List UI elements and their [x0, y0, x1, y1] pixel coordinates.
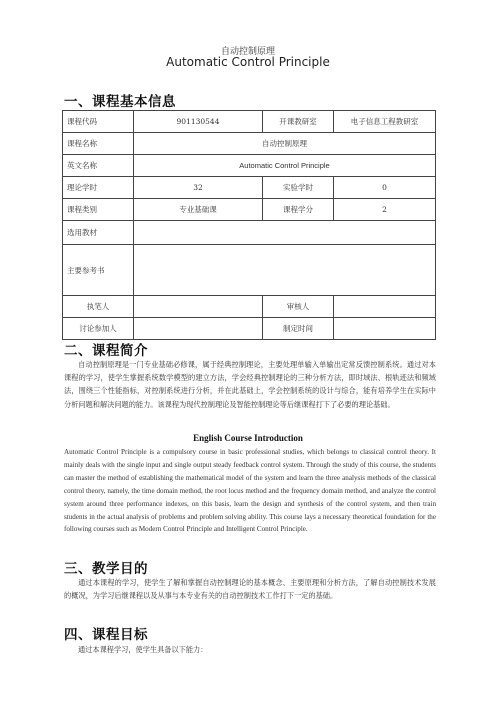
goals-intro-text: 通过本课程学习，使学生具备以下能力： — [78, 645, 208, 654]
references-value — [134, 245, 436, 296]
table-row — [63, 133, 436, 155]
category-label: 课程类别 — [63, 199, 134, 221]
course-name-value: 自动控制原理 — [134, 133, 436, 155]
course-info-table — [62, 110, 436, 340]
intro-paragraph-en — [64, 446, 436, 536]
intro-text-cn: 自动控制原理是一门专业基础必修课，属于经典控制理论，主要处理单输入单输出定常反馈控制系统。通过对本课程的学习，使学生掌握系统数学模型的建立方法，学会经典控制理论的三种分析方法，即时域法、根轨迹法和频域法，围绕三个性能指标，对控制系统进行分析，并在此基础上，学会控制系统的设计与综合，能有培养学生在实际中分析问题和解决问题的能力。该课程为现代控制理论及智能控制理论等后继课程打下了必要的理论基础。 — [64, 360, 436, 409]
table-row — [63, 177, 436, 199]
dept-label: 开课教研室 — [263, 111, 334, 133]
table-row — [63, 155, 436, 177]
intro-paragraph-cn — [64, 358, 436, 411]
english-name-label: 英文名称 — [63, 155, 134, 177]
course-code-value: 901130544 — [134, 111, 263, 133]
doc-title-cn: 自动控制原理 — [220, 47, 275, 57]
section-heading-basic-info: 一、课程基本信息 — [64, 94, 176, 110]
theory-hours-label: 理论学时 — [63, 177, 134, 199]
table-row — [63, 296, 436, 318]
references-label: 主要参考书 — [63, 245, 134, 296]
credits-label: 课程学分 — [263, 199, 334, 221]
table-row — [63, 245, 436, 296]
theory-hours-value: 32 — [134, 177, 263, 199]
lab-hours-value: 0 — [334, 177, 436, 199]
intro-text-en: Automatic Control Principle is a compulsory course in basic professional studies, which belongs to classical control theory. It mainly deals with the single input and single output steady feedback control system. Through the study of this course, the students can master the method of establishing the mathematical model of the system and learn the three analysis methods of the classical control theory, namely, the time domain method, the root locus method and the frequency domain method, and analyze the control system around three performance indexes, on this basis, learn the design and synthesis of the control system, and then train students in the actual analysis of problems and problem solving ability. This course lays a necessary theoretical foundation for the following courses such as Modern Control Principle and Intelligent Control Principle. — [64, 448, 436, 534]
doc-title-en: Automatic Control Principle — [166, 55, 330, 69]
reviewer-value — [334, 296, 436, 318]
category-value: 专业基础课 — [134, 199, 263, 221]
lab-hours-label: 实验学时 — [263, 177, 334, 199]
purpose-text: 通过本课程的学习，使学生了解和掌握自动控制理论的基本概念、主要原理和分析方法，了解自动控制技术发展的概况，为学习后继课程以及从事与本专业有关的自动控制技术工作打下一定的基础。 — [64, 578, 436, 601]
english-name-value: Automatic Control Principle — [134, 155, 436, 177]
table-row — [63, 221, 436, 245]
participants-value — [134, 318, 263, 340]
date-value — [334, 318, 436, 340]
participants-label: 讨论参加人 — [63, 318, 134, 340]
section-heading-purpose: 三、教学目的 — [64, 561, 148, 577]
textbook-value — [134, 221, 436, 245]
author-value — [134, 296, 263, 318]
table-row — [63, 111, 436, 133]
dept-value: 电子信息工程教研室 — [334, 111, 436, 133]
goals-paragraph — [64, 643, 436, 656]
section-heading-goals: 四、课程目标 — [64, 627, 148, 643]
table-row — [63, 318, 436, 340]
author-label: 执笔人 — [63, 296, 134, 318]
purpose-paragraph — [64, 576, 436, 602]
date-label: 制定时间 — [263, 318, 334, 340]
section-heading-intro: 二、课程简介 — [64, 343, 148, 359]
course-code-label: 课程代码 — [63, 111, 134, 133]
table-row — [63, 199, 436, 221]
credits-value: 2 — [334, 199, 436, 221]
textbook-label: 选用教材 — [63, 221, 134, 245]
english-intro-heading: English Course Introduction — [193, 433, 303, 443]
reviewer-label: 审核人 — [263, 296, 334, 318]
course-name-label: 课程名称 — [63, 133, 134, 155]
